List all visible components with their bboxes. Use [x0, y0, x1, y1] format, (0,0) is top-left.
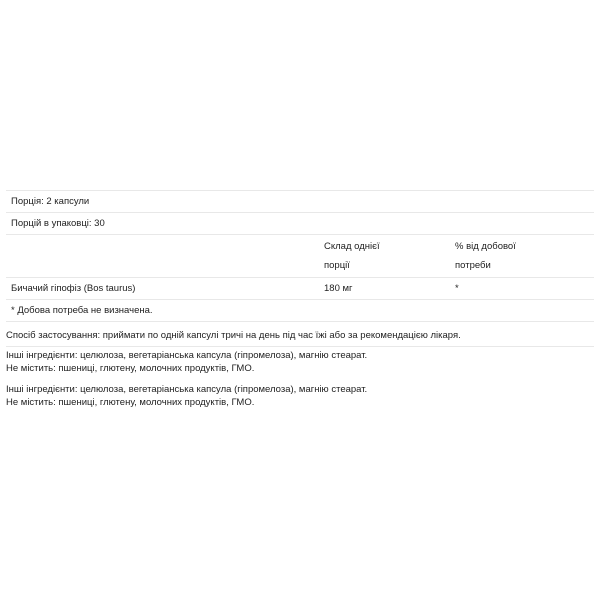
servings-per-container-row — [6, 212, 594, 234]
other-ingredients: Інші інгредієнти: целюлоза, вегетаріанська капсула (гіпромелоза), магнію стеарат. — [6, 384, 368, 395]
daily-value-header-line1: % від добової — [455, 241, 516, 252]
other-ingredients: Інші інгредієнти: целюлоза, вегетаріанська капсула (гіпромелоза), магнію стеарат. — [6, 350, 368, 361]
free-of-statement: Не містить: пшениці, глютену, молочних продуктів, ГМО. — [6, 397, 255, 408]
amount-header — [319, 235, 450, 277]
ingredient-daily-value: * — [455, 283, 459, 294]
table-header-row — [6, 234, 594, 277]
amount-header-line1: Склад однієї — [324, 241, 380, 252]
footnote-row — [6, 299, 594, 322]
free-of-statement: Не містить: пшениці, глютену, молочних продуктів, ГМО. — [6, 363, 255, 374]
servings-per-container: Порцій в упаковці: 30 — [11, 218, 105, 229]
ingredient-amount: 180 мг — [324, 283, 353, 294]
serving-size: Порція: 2 капсули — [11, 196, 90, 207]
divider — [6, 346, 594, 347]
amount-header-line2: порції — [324, 260, 350, 271]
ingredient-name: Бичачий гіпофіз (Bos taurus) — [11, 283, 136, 294]
supplement-facts-table — [6, 190, 594, 322]
usage-instructions: Спосіб застосування: приймати по одній капсулі тричі на день під час їжі або за рекомендацією лікаря. — [6, 330, 461, 341]
table-row — [6, 277, 594, 299]
daily-value-header-line2: потреби — [455, 260, 491, 271]
footnote: * Добова потреба не визначена. — [11, 305, 153, 316]
daily-value-header — [450, 235, 594, 277]
header-spacer — [6, 235, 319, 277]
ingredients-block — [6, 349, 594, 375]
ingredients-block — [6, 383, 594, 409]
serving-size-row — [6, 190, 594, 212]
